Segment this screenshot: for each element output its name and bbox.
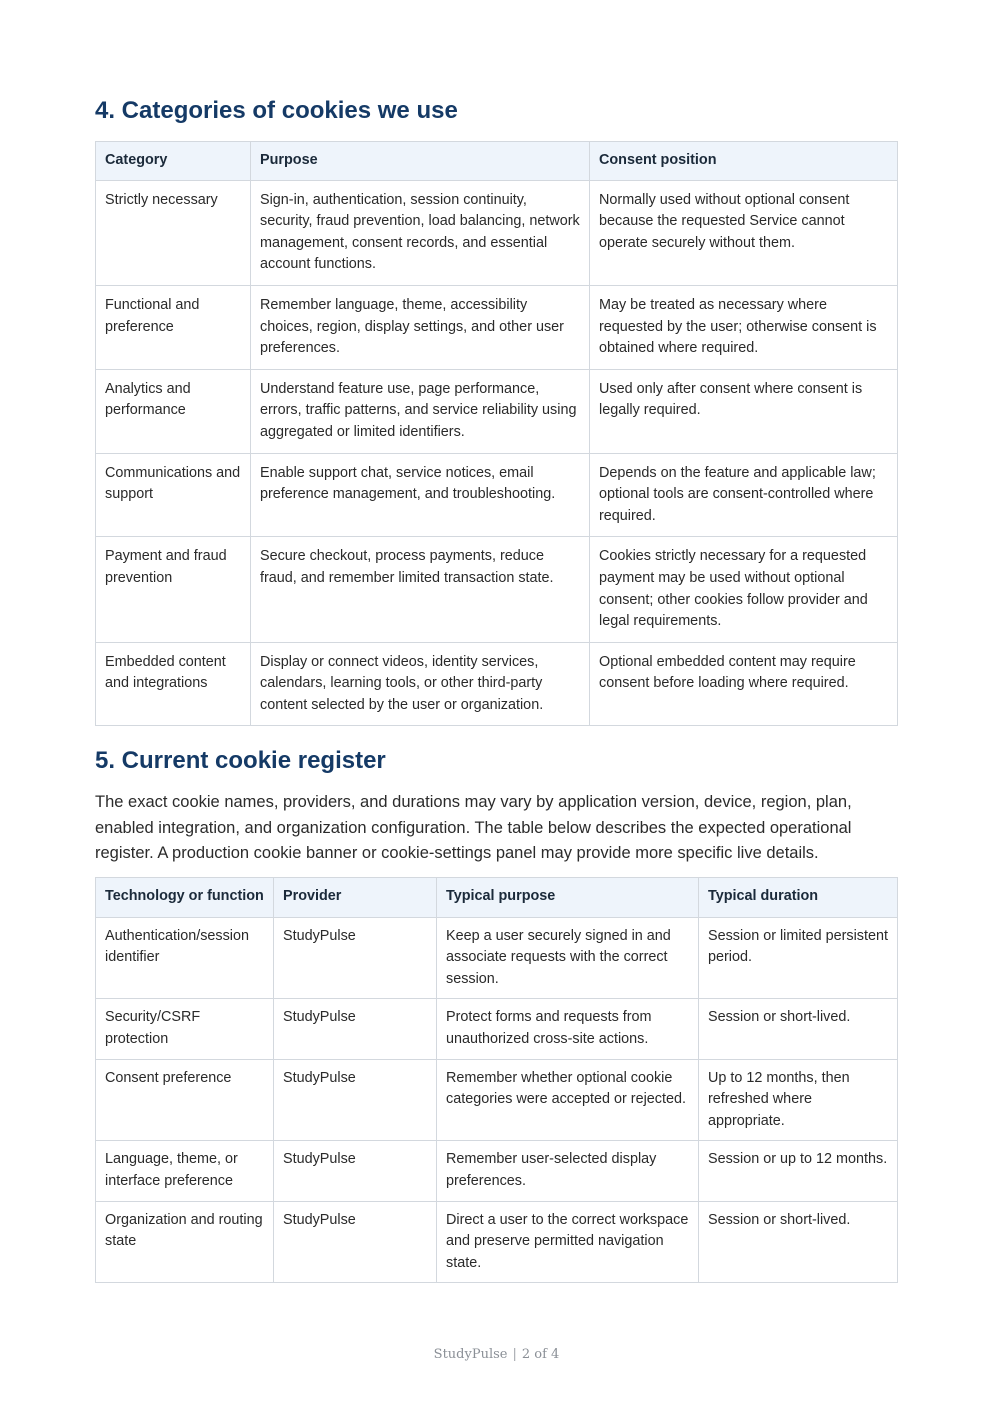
cell-consent-position: Depends on the feature and applicable law; optional tools are consent-controlled where required. (590, 453, 898, 537)
table-row (96, 180, 898, 285)
section-4-heading: 4. Categories of cookies we use (95, 97, 458, 124)
cell-provider: StudyPulse (274, 1059, 437, 1141)
cell-purpose: Secure checkout, process payments, reduce fraud, and remember limited transaction state. (251, 537, 590, 642)
cell-technology: Authentication/session identifier (96, 917, 274, 999)
table-row (96, 285, 898, 369)
cell-category: Embedded content and integrations (96, 642, 251, 726)
cookie-categories-table (95, 141, 898, 726)
cell-typical-duration: Up to 12 months, then refreshed where appropriate. (699, 1059, 898, 1141)
cell-technology: Security/CSRF protection (96, 999, 274, 1059)
table-row (96, 1141, 898, 1201)
column-header-provider: Provider (274, 878, 437, 918)
footer-page-number: 2 of 4 (521, 1347, 560, 1362)
column-header-typical-purpose: Typical purpose (437, 878, 699, 918)
table-header-row (96, 878, 898, 918)
table-row (96, 537, 898, 642)
footer-separator: | (512, 1347, 517, 1362)
cell-typical-duration: Session or up to 12 months. (699, 1141, 898, 1201)
cell-provider: StudyPulse (274, 1141, 437, 1201)
cookie-register-table (95, 877, 898, 1283)
cell-technology: Consent preference (96, 1059, 274, 1141)
cell-typical-purpose: Keep a user securely signed in and associate requests with the correct session. (437, 917, 699, 999)
table-row (96, 917, 898, 999)
cell-category: Payment and fraud prevention (96, 537, 251, 642)
cell-typical-duration: Session or limited persistent period. (699, 917, 898, 999)
column-header-purpose: Purpose (251, 142, 590, 181)
table-row (96, 453, 898, 537)
cell-category: Analytics and performance (96, 369, 251, 453)
table-row (96, 642, 898, 726)
cell-purpose: Sign-in, authentication, session continuity, security, fraud prevention, load balancing, network management, consent records, and essential account functions. (251, 180, 590, 285)
cell-purpose: Enable support chat, service notices, email preference management, and troubleshooting. (251, 453, 590, 537)
cell-typical-purpose: Remember user-selected display preferences. (437, 1141, 699, 1201)
cell-category: Communications and support (96, 453, 251, 537)
cell-typical-duration: Session or short-lived. (699, 999, 898, 1059)
cell-provider: StudyPulse (274, 1201, 437, 1283)
cell-category: Strictly necessary (96, 180, 251, 285)
table-row (96, 369, 898, 453)
column-header-category: Category (96, 142, 251, 181)
table-row (96, 1059, 898, 1141)
cell-consent-position: May be treated as necessary where requested by the user; otherwise consent is obtained where required. (590, 285, 898, 369)
cell-typical-purpose: Remember whether optional cookie categories were accepted or rejected. (437, 1059, 699, 1141)
section-5-intro-paragraph: The exact cookie names, providers, and durations may vary by application version, device, region, plan, enabled integration, and organization configuration. The table below describes the expected operational register. A production cookie banner or cookie-settings panel may provide more specific live details. (95, 793, 852, 863)
cell-technology: Language, theme, or interface preference (96, 1141, 274, 1201)
cell-consent-position: Normally used without optional consent because the requested Service cannot operate securely without them. (590, 180, 898, 285)
cell-consent-position: Optional embedded content may require consent before loading where required. (590, 642, 898, 726)
footer-brand: StudyPulse (433, 1347, 508, 1362)
cell-typical-duration: Session or short-lived. (699, 1201, 898, 1283)
column-header-consent-position: Consent position (590, 142, 898, 181)
column-header-technology: Technology or function (96, 878, 274, 918)
cell-provider: StudyPulse (274, 999, 437, 1059)
cell-provider: StudyPulse (274, 917, 437, 999)
cell-purpose: Understand feature use, page performance, errors, traffic patterns, and service reliability using aggregated or limited identifiers. (251, 369, 590, 453)
section-5-heading: 5. Current cookie register (95, 747, 386, 774)
cell-typical-purpose: Protect forms and requests from unauthorized cross-site actions. (437, 999, 699, 1059)
table-row (96, 999, 898, 1059)
page-footer (0, 1347, 993, 1362)
cell-typical-purpose: Direct a user to the correct workspace and preserve permitted navigation state. (437, 1201, 699, 1283)
cell-purpose: Remember language, theme, accessibility choices, region, display settings, and other user preferences. (251, 285, 590, 369)
table-header-row (96, 142, 898, 181)
cell-technology: Organization and routing state (96, 1201, 274, 1283)
table-row (96, 1201, 898, 1283)
cell-consent-position: Used only after consent where consent is legally required. (590, 369, 898, 453)
column-header-typical-duration: Typical duration (699, 878, 898, 918)
cell-consent-position: Cookies strictly necessary for a requested payment may be used without optional consent; other cookies follow provider and legal requirements. (590, 537, 898, 642)
cell-purpose: Display or connect videos, identity services, calendars, learning tools, or other third-party content selected by the user or organization. (251, 642, 590, 726)
cell-category: Functional and preference (96, 285, 251, 369)
